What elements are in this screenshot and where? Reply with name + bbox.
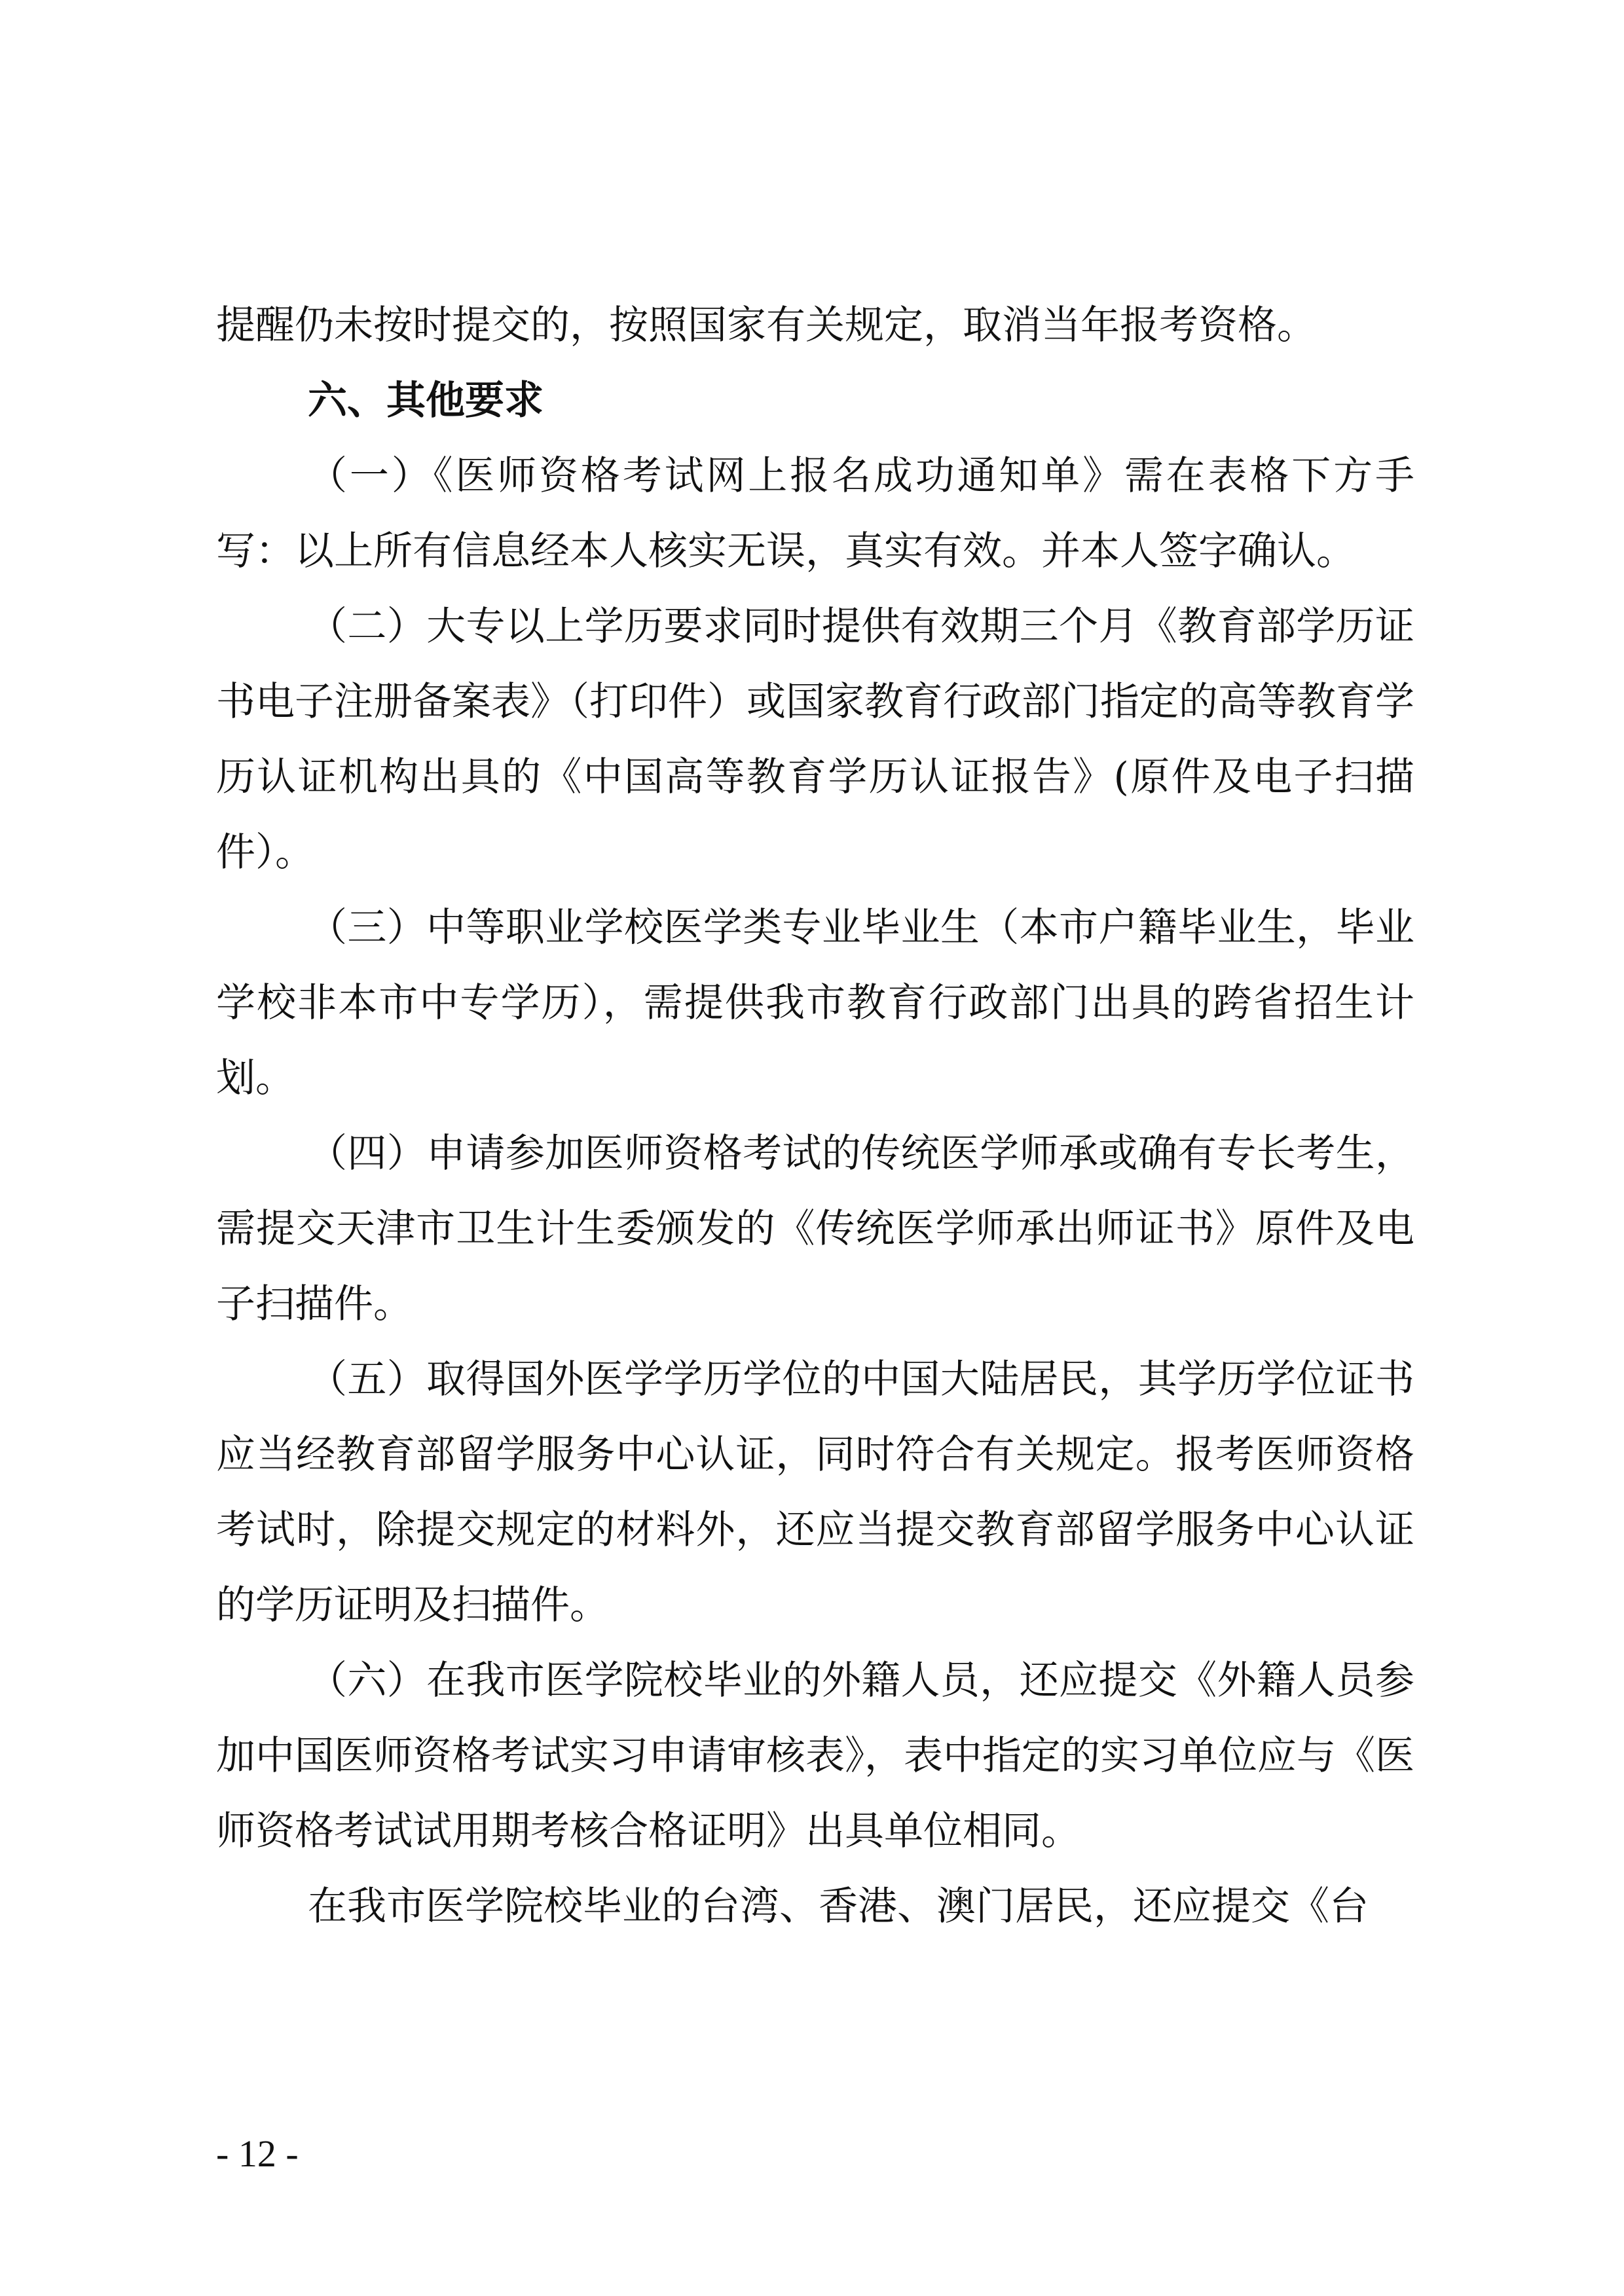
list-item: （五）取得国外医学学历学位的中国大陆居民，其学历学位证书应当经教育部留学服务中心认证，同时符合有关规定。报考医师资格考试时，除提交规定的材料外，还应当提交教育部留学服务中心认证的学历证明及扫描件。 [216, 1357, 1414, 1628]
page-number: - 12 - [216, 2132, 299, 2175]
list-item: （四）申请参加医师资格考试的传统医学师承或确有专长考生，需提交天津市卫生计生委颁发的《传统医学师承出师证书》原件及电子扫描件。 [216, 1131, 1414, 1327]
list-item: （一）《医师资格考试网上报名成功通知单》需在表格下方手写：以上所有信息经本人核实无误，真实有效。并本人签字确认。 [216, 453, 1414, 574]
list-item: （二）大专以上学历要求同时提供有效期三个月《教育部学历证书电子注册备案表》（打印件）或国家教育行政部门指定的高等教育学历认证机构出具的《中国高等教育学历认证报告》(原件及电子扫描件）。 [216, 604, 1414, 875]
list-item: （三）中等职业学校医学类专业毕业生（本市户籍毕业生，毕业学校非本市中专学历），需提供我市教育行政部门出具的跨省招生计划。 [216, 905, 1414, 1101]
section-heading: 六、其他要求 [308, 378, 544, 424]
paragraph-continuation: 提醒仍未按时提交的，按照国家有关规定，取消当年报考资格。 [216, 302, 1316, 348]
document-body [216, 288, 1414, 1944]
list-item: 在我市医学院校毕业的台湾、香港、澳门居民，还应提交《台 [308, 1884, 1369, 1929]
list-item: （六）在我市医学院校毕业的外籍人员，还应提交《外籍人员参加中国医师资格考试实习申请审核表》，表中指定的实习单位应与《医师资格考试试用期考核合格证明》出具单位相同。 [216, 1658, 1414, 1854]
